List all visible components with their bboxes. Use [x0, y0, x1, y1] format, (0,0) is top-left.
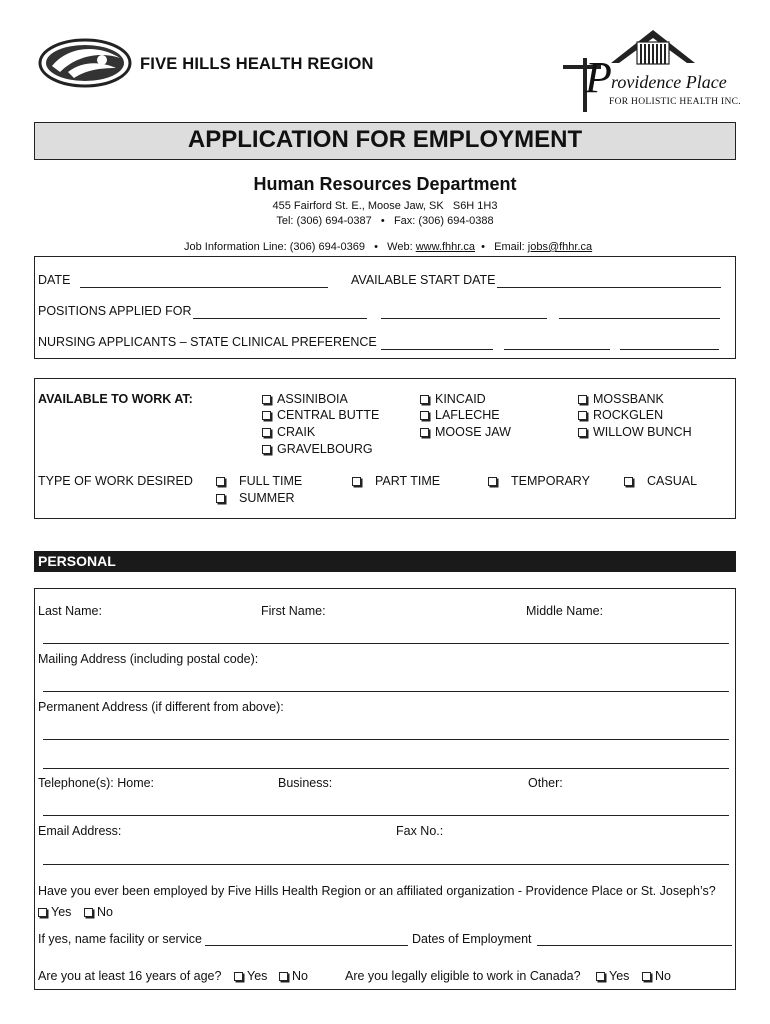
checkbox-icon[interactable] [578, 395, 587, 404]
location-moose-jaw[interactable]: MOOSE JAW [420, 425, 511, 439]
email-link[interactable]: jobs@fhhr.ca [527, 241, 593, 253]
providence-initial: P [585, 53, 612, 102]
location-rockglen[interactable]: ROCKGLEN [578, 408, 663, 422]
eligible-no[interactable]: No [642, 969, 671, 983]
department-phone-fax: Tel: (306) 694-0387 • Fax: (306) 694-0388 [276, 215, 494, 227]
web-link[interactable]: www.fhhr.ca [415, 241, 476, 253]
checkbox-icon[interactable] [420, 395, 429, 404]
employed-no[interactable]: No [84, 905, 113, 919]
permanent-field-1[interactable] [43, 739, 729, 740]
checkbox-icon[interactable] [420, 428, 429, 437]
location-kincaid[interactable]: KINCAID [420, 392, 486, 406]
checkbox-icon[interactable] [262, 411, 271, 420]
location-willow-bunch[interactable]: WILLOW BUNCH [578, 425, 692, 439]
checkbox-icon[interactable] [262, 428, 271, 437]
age-yes[interactable]: Yes [234, 969, 267, 983]
checkbox-icon[interactable] [578, 411, 587, 420]
department-name: Human Resources Department [253, 174, 517, 194]
checkbox-icon[interactable] [84, 908, 93, 917]
location-craik[interactable]: CRAIK [262, 425, 315, 439]
checkbox-icon[interactable] [596, 972, 605, 981]
eligible-yes[interactable]: Yes [596, 969, 629, 983]
nursing-field-3[interactable] [620, 349, 719, 350]
providence-place-logo [563, 28, 743, 113]
phone-home-label: Telephone(s): Home: [38, 776, 155, 790]
checkbox-icon[interactable] [38, 908, 47, 917]
dates-field[interactable] [537, 945, 732, 946]
location-gravelbourg[interactable]: GRAVELBOURG [262, 442, 373, 456]
facility-label: If yes, name facility or service [38, 932, 202, 946]
checkbox-icon[interactable] [234, 972, 243, 981]
start-date-field[interactable] [497, 287, 721, 288]
work-part-time[interactable]: PART TIME [352, 474, 440, 488]
five-hills-logo-icon [38, 38, 133, 88]
checkbox-icon[interactable] [352, 477, 361, 486]
checkbox-icon[interactable] [420, 411, 429, 420]
name-field[interactable] [43, 643, 729, 644]
checkbox-icon[interactable] [642, 972, 651, 981]
phone-business-label: Business: [278, 776, 333, 790]
location-assiniboia[interactable]: ASSINIBOIA [262, 392, 348, 406]
nursing-label: NURSING APPLICANTS – STATE CLINICAL PREFERENCE [38, 335, 377, 349]
position-field-2[interactable] [381, 318, 547, 319]
position-field-3[interactable] [559, 318, 720, 319]
phone-other-label: Other: [528, 776, 563, 790]
department-address: 455 Fairford St. E., Moose Jaw, SK S6H 1H3 [272, 200, 498, 212]
eligible-question: Are you legally eligible to work in Canada? [345, 969, 581, 983]
checkbox-icon[interactable] [262, 395, 271, 404]
nursing-field-1[interactable] [381, 349, 493, 350]
age-no[interactable]: No [279, 969, 308, 983]
email-fax-field[interactable] [43, 864, 729, 865]
date-field[interactable] [80, 287, 328, 288]
providence-name: rovidence Place [611, 72, 727, 92]
checkbox-icon[interactable] [216, 477, 225, 486]
available-label: AVAILABLE TO WORK AT: [38, 392, 193, 406]
location-mossbank[interactable]: MOSSBANK [578, 392, 664, 406]
page-title: APPLICATION FOR EMPLOYMENT [187, 126, 583, 153]
checkbox-icon[interactable] [216, 494, 225, 503]
checkbox-icon[interactable] [262, 445, 271, 454]
phone-field[interactable] [43, 815, 729, 816]
mailing-label: Mailing Address (including postal code): [38, 652, 259, 666]
work-full-time[interactable]: FULL TIME [216, 474, 302, 488]
mailing-field[interactable] [43, 691, 729, 692]
work-temporary[interactable]: TEMPORARY [488, 474, 590, 488]
start-date-label: AVAILABLE START DATE [351, 273, 496, 287]
fax-label: Fax No.: [396, 824, 444, 838]
personal-heading: PERSONAL [38, 553, 116, 569]
work-summer[interactable]: SUMMER [216, 491, 295, 505]
info-line: Job Information Line: (306) 694-0369 • Web: [183, 241, 416, 253]
work-casual[interactable]: CASUAL [624, 474, 697, 488]
nursing-field-2[interactable] [504, 349, 610, 350]
permanent-label: Permanent Address (if different from above): [38, 700, 284, 714]
providence-subtitle: FOR HOLISTIC HEALTH INC. [609, 97, 741, 107]
location-lafleche[interactable]: LAFLECHE [420, 408, 500, 422]
permanent-field-2[interactable] [43, 768, 729, 769]
employed-question: Have you ever been employed by Five Hills Health Region or an affiliated organization - Providence Place or St. Joseph’s? [38, 884, 716, 898]
last-name-label: Last Name: [38, 604, 102, 618]
five-hills-logo [38, 38, 133, 88]
org-name: FIVE HILLS HEALTH REGION [140, 55, 374, 73]
email-field-label: Email Address: [38, 824, 122, 838]
checkbox-icon[interactable] [578, 428, 587, 437]
checkbox-icon[interactable] [279, 972, 288, 981]
email-label: • Email: [475, 241, 528, 253]
positions-label: POSITIONS APPLIED FOR [38, 304, 192, 318]
position-field-1[interactable] [193, 318, 367, 319]
work-type-label: TYPE OF WORK DESIRED [38, 474, 193, 488]
date-label: DATE [38, 273, 71, 287]
location-central-butte[interactable]: CENTRAL BUTTE [262, 408, 379, 422]
age-question: Are you at least 16 years of age? [38, 969, 222, 983]
first-name-label: First Name: [261, 604, 326, 618]
facility-field[interactable] [205, 945, 408, 946]
dates-label: Dates of Employment [412, 932, 532, 946]
department-contact-line [34, 229, 736, 253]
middle-name-label: Middle Name: [526, 604, 604, 618]
personal-heading-bar [34, 551, 736, 572]
checkbox-icon[interactable] [624, 477, 633, 486]
employed-yes[interactable]: Yes [38, 905, 71, 919]
checkbox-icon[interactable] [488, 477, 497, 486]
